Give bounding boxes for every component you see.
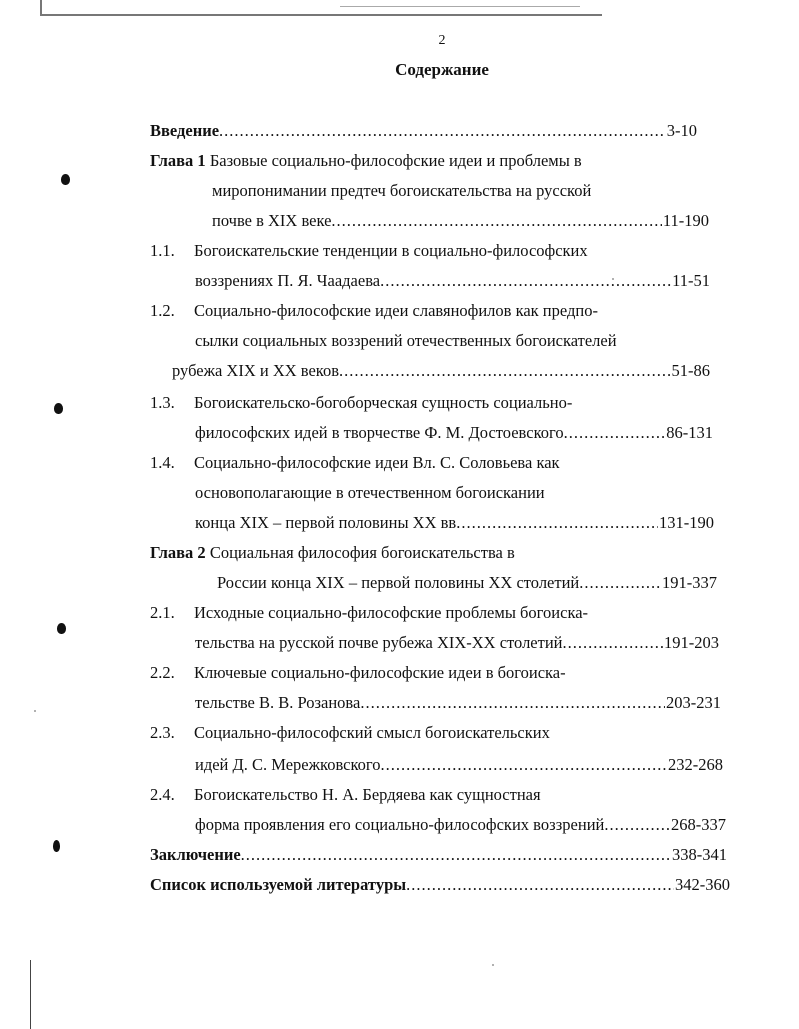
toc-pages: 342-360 bbox=[675, 875, 730, 894]
toc-text: миропонимании предтеч богоискательства на русской bbox=[212, 181, 592, 200]
toc-text: воззрениях П. Я. Чаадаева bbox=[195, 271, 381, 290]
toc-text: конца XIX – первой половины XX вв bbox=[195, 513, 457, 532]
toc-text: почве в XIX веке bbox=[212, 211, 332, 230]
binding-hole-mark bbox=[61, 174, 70, 185]
toc-section-2-2-line-2[interactable] bbox=[195, 692, 721, 714]
toc-chapter-1-line-2 bbox=[212, 180, 591, 202]
section-number: 2.3. bbox=[150, 723, 175, 742]
toc-chapter-1-line-3[interactable] bbox=[212, 210, 709, 232]
toc-entry-conclusion[interactable] bbox=[150, 844, 727, 866]
toc-leader bbox=[339, 360, 670, 382]
toc-text: Исходные социально-философские проблемы богоиска- bbox=[194, 603, 589, 622]
toc-label: Заключение bbox=[150, 845, 241, 864]
toc-leader bbox=[241, 844, 671, 866]
toc-text: Социально-философский смысл богоискательских bbox=[194, 723, 550, 742]
toc-text: Богоискательство Н. А. Бердяева как сущностная bbox=[194, 785, 541, 804]
page-title: Содержание bbox=[395, 60, 489, 79]
toc-text: Богоискательские тенденции в социально-философских bbox=[194, 241, 588, 260]
toc-text: форма проявления его социально-философских воззрений bbox=[195, 815, 605, 834]
toc-section-2-1-line-2[interactable] bbox=[195, 632, 719, 654]
binding-hole-mark bbox=[57, 623, 66, 634]
toc-section-1-4-line-2 bbox=[195, 482, 545, 504]
section-number: 2.4. bbox=[150, 785, 175, 804]
toc-section-2-4-line-2[interactable] bbox=[195, 814, 726, 836]
toc-section-2-3-line-1[interactable] bbox=[150, 722, 550, 744]
toc-entry-bibliography[interactable] bbox=[150, 874, 730, 896]
toc-pages: 203-231 bbox=[666, 693, 721, 712]
section-number: 2.1. bbox=[150, 603, 175, 622]
scan-border-top-inner bbox=[340, 0, 580, 7]
scan-left-edge bbox=[30, 960, 31, 1029]
toc-pages: 232-268 bbox=[668, 755, 723, 774]
binding-hole-mark bbox=[53, 840, 60, 852]
toc-section-2-4-line-1[interactable] bbox=[150, 784, 541, 806]
section-number: 1.1. bbox=[150, 241, 175, 260]
page-number: 2 bbox=[438, 33, 446, 48]
toc-leader bbox=[456, 512, 658, 534]
chapter-prefix: Глава 2 bbox=[150, 543, 206, 562]
toc-chapter-2-line-1[interactable] bbox=[150, 542, 515, 564]
toc-pages: 86-131 bbox=[666, 423, 713, 442]
toc-pages: 191-203 bbox=[664, 633, 719, 652]
toc-leader bbox=[331, 210, 661, 232]
toc-leader bbox=[381, 754, 668, 776]
section-number: 1.2. bbox=[150, 301, 175, 320]
chapter-prefix: Глава 1 bbox=[150, 151, 206, 170]
section-number: 2.2. bbox=[150, 663, 175, 682]
toc-text: Социально-философские идеи Вл. С. Соловьева как bbox=[194, 453, 560, 472]
binding-hole-mark bbox=[54, 403, 63, 414]
section-number: 1.4. bbox=[150, 453, 175, 472]
toc-text: тельстве В. В. Розанова bbox=[195, 693, 361, 712]
toc-section-2-1-line-1[interactable] bbox=[150, 602, 588, 624]
toc-entry-intro[interactable] bbox=[150, 120, 697, 142]
toc-text: рубежа XIX и XX веков bbox=[172, 361, 340, 380]
toc-text: философских идей в творчестве Ф. М. Достоевского bbox=[195, 423, 564, 442]
toc-label: Список используемой литературы bbox=[150, 875, 407, 894]
toc-pages: 11-51 bbox=[672, 271, 710, 290]
toc-pages: 51-86 bbox=[671, 361, 710, 380]
toc-pages: 268-337 bbox=[671, 815, 726, 834]
scan-speck bbox=[34, 710, 36, 712]
toc-leader bbox=[380, 270, 671, 292]
toc-pages: 338-341 bbox=[672, 845, 727, 864]
toc-label: Введение bbox=[150, 121, 220, 140]
toc-pages: 11-190 bbox=[662, 211, 709, 230]
toc-section-1-1-line-1[interactable] bbox=[150, 240, 588, 262]
toc-pages: 191-337 bbox=[662, 573, 717, 592]
toc-chapter-2-line-2[interactable] bbox=[217, 572, 717, 594]
toc-leader bbox=[219, 120, 666, 142]
toc-section-1-2-line-1[interactable] bbox=[150, 300, 598, 322]
toc-section-1-3-line-2[interactable] bbox=[195, 422, 713, 444]
toc-section-2-3-line-2[interactable] bbox=[195, 754, 723, 776]
toc-section-1-2-line-2 bbox=[195, 330, 617, 352]
toc-text: Базовые социально-философские идеи и проблемы в bbox=[209, 151, 582, 170]
toc-text: сылки социальных воззрений отечественных богоискателей bbox=[195, 331, 617, 350]
toc-leader bbox=[360, 692, 665, 714]
toc-chapter-1-line-1[interactable] bbox=[150, 150, 582, 172]
toc-pages: 131-190 bbox=[659, 513, 714, 532]
toc-section-2-2-line-1[interactable] bbox=[150, 662, 566, 684]
toc-text: идей Д. С. Мережковского bbox=[195, 755, 381, 774]
toc-section-1-1-line-2[interactable] bbox=[195, 270, 710, 292]
toc-text: тельства на русской почве рубежа XIX-XX столетий bbox=[195, 633, 563, 652]
toc-text: Ключевые социально-философские идеи в богоиска- bbox=[194, 663, 566, 682]
section-number: 1.3. bbox=[150, 393, 175, 412]
toc-text: Социальная философия богоискательства в bbox=[209, 543, 515, 562]
toc-pages: 3-10 bbox=[666, 121, 697, 140]
toc-section-1-2-line-3[interactable] bbox=[172, 360, 710, 382]
toc-section-1-4-line-3[interactable] bbox=[195, 512, 714, 534]
toc-leader bbox=[563, 632, 663, 654]
toc-leader bbox=[406, 874, 674, 896]
scan-speck bbox=[492, 964, 494, 966]
toc-section-1-3-line-1[interactable] bbox=[150, 392, 572, 414]
toc-text: России конца XIX – первой половины XX столетий bbox=[217, 573, 580, 592]
toc-leader bbox=[579, 572, 661, 594]
toc-text: Социально-философские идеи славянофилов как предпо- bbox=[194, 301, 598, 320]
toc-text: Богоискательско-богоборческая сущность социально- bbox=[194, 393, 573, 412]
toc-section-1-4-line-1[interactable] bbox=[150, 452, 560, 474]
toc-leader bbox=[564, 422, 666, 444]
toc-leader bbox=[604, 814, 670, 836]
toc-text: основополагающие в отечественном богоискании bbox=[195, 483, 545, 502]
